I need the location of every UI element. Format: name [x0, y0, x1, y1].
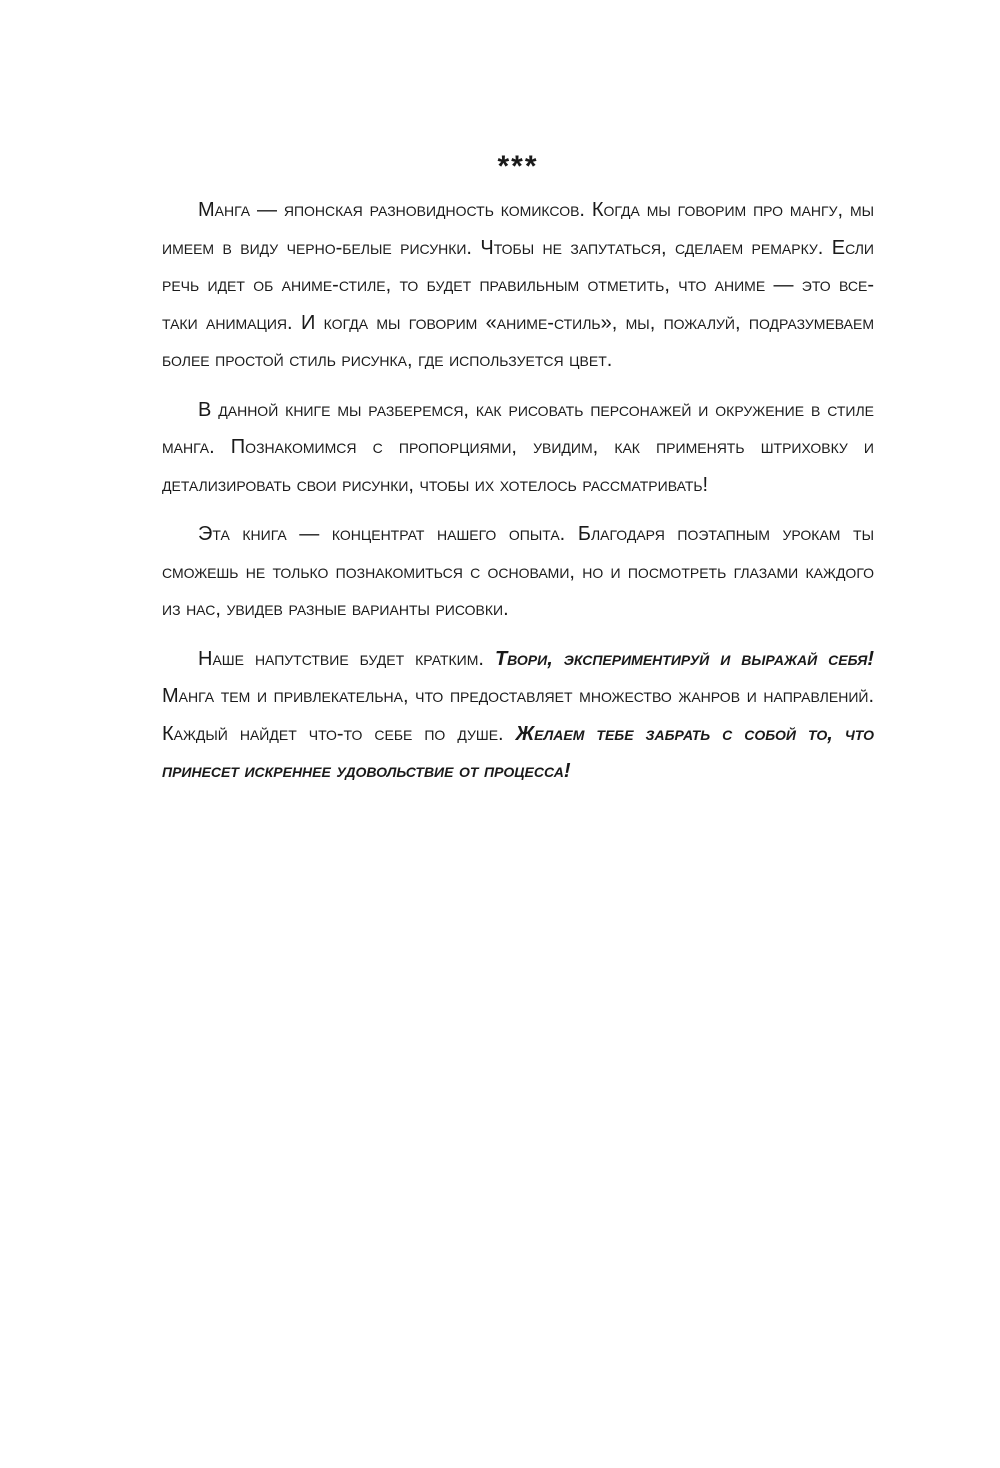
paragraph-parting-words — [162, 641, 874, 791]
parting-text-1: Наше напутствие будет кратким. — [198, 647, 495, 670]
paragraph-experience: Эта книга — концентрат нашего опыта. Благодаря поэтапным урокам ты сможешь не только познакомиться с основами, но и посмотреть глазами каждого из нас, увидев разные варианты рисовки. — [162, 523, 874, 620]
section-separator: *** — [497, 150, 539, 183]
parting-text-2: Манга тем и привлекательна, что предоставляет множество жанров и направлений. Каждый найдет что-то себе по душе. — [162, 685, 874, 745]
paragraph-book-content: В данной книге мы разберемся, как рисовать персонажей и окружение в стиле манга. Познакомимся с пропорциями, увидим, как применять штриховку и детализировать свои рисунки, чтобы их хотелось рассматривать! — [162, 398, 874, 496]
parting-emphasis-1: Твори, экспериментируй и выражай себя! — [494, 647, 875, 670]
parting-emphasis-2: Желаем тебе забрать с собой то, что принесет искреннее удовольствие от процесса! — [162, 722, 874, 782]
page-content — [162, 150, 874, 803]
paragraph-manga-intro: Манга — японская разновидность комиксов. Когда мы говорим про мангу, мы имеем в виду черно-белые рисунки. Чтобы не запутаться, сделаем ремарку. Если речь идет об аниме-стиле, то будет правильным отметить, что аниме — это все-таки анимация. И когда мы говорим «аниме-стиль», мы, пожалуй, подразумеваем более простой стиль рисунка, где используется цвет. — [162, 199, 874, 371]
